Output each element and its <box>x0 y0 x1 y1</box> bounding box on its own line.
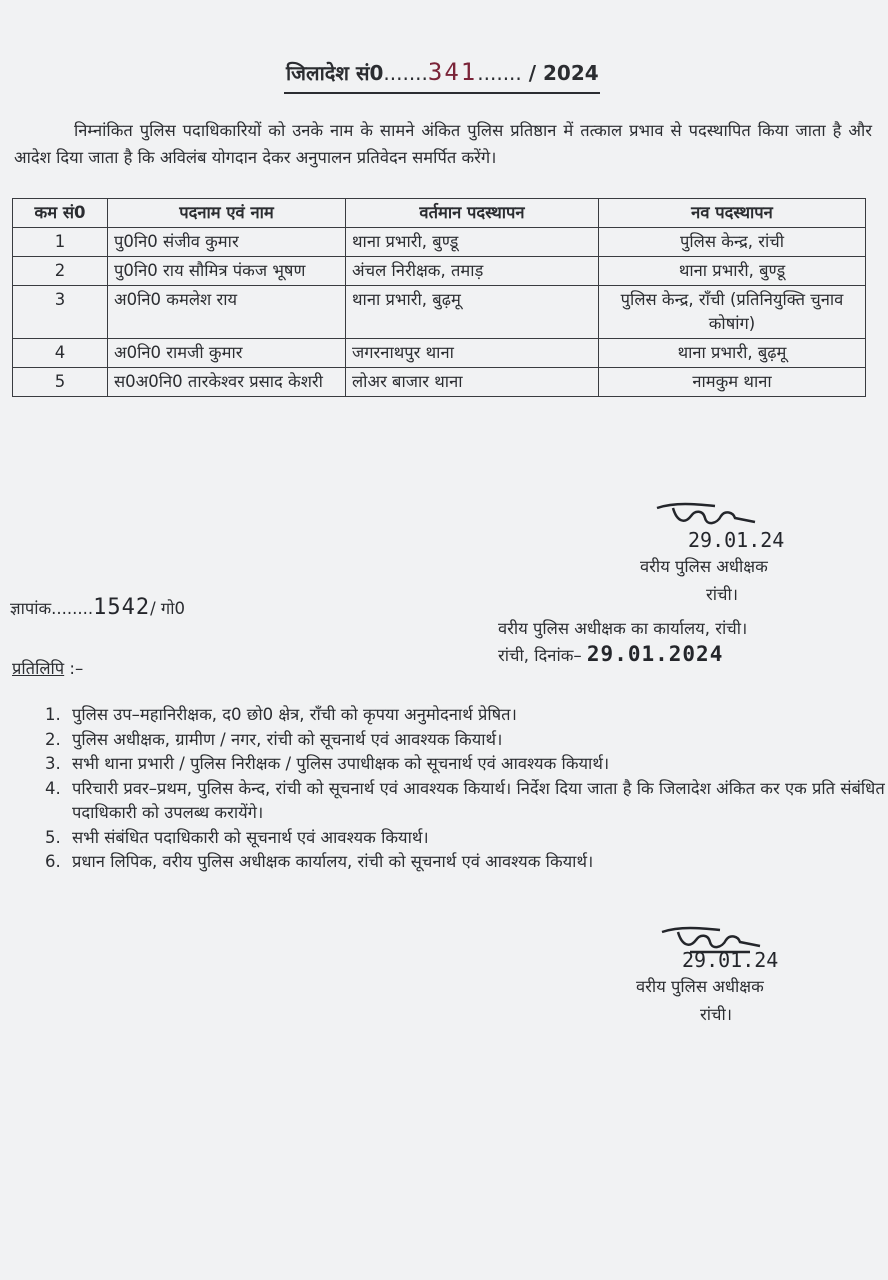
copy-label-text: प्रतिलिपि <box>12 659 65 678</box>
cell-new: पुलिस केन्द्र, राँची (प्रतिनियुक्ति चुनाव कोषांग) <box>599 286 866 339</box>
order-number: 341 <box>427 58 478 86</box>
table-row <box>13 368 866 397</box>
dated-prefix: रांची, दिनांक– <box>498 646 582 665</box>
intro-paragraph: निम्नांकित पुलिस पदाधिकारियों को उनके नाम के सामने अंकित पुलिस प्रतिष्ठान में तत्काल प्रभाव से पदस्थापित किया जाता है और आदेश दिया जाता है कि अविलंब योगदान देकर अनुपालन प्रतिवेदन समर्पित करेंगे। <box>14 120 872 167</box>
col-header-new: नव पदस्थापन <box>599 199 866 228</box>
cell-current: थाना प्रभारी, बुढ़मू <box>346 286 599 339</box>
office-line: वरीय पुलिस अधीक्षक का कार्यालय, रांची। <box>498 619 748 638</box>
cell-current: लोअर बाजार थाना <box>346 368 599 397</box>
list-item: 3. सभी थाना प्रभारी / पुलिस निरीक्षक / पुलिस उपाधीक्षक को सूचनार्थ एवं आवश्यक कियार्थ। <box>66 752 886 777</box>
signature-2-designation: वरीय पुलिस अधीक्षक <box>636 977 764 996</box>
title-underline <box>284 92 600 94</box>
list-item: 2. पुलिस अधीक्षक, ग्रामीण / नगर, रांची को सूचनार्थ एवं आवश्यक कियार्थ। <box>66 728 886 753</box>
cell-sn: 4 <box>13 339 108 368</box>
col-header-current: वर्तमान पदस्थापन <box>346 199 599 228</box>
cell-current: थाना प्रभारी, बुण्डू <box>346 228 599 257</box>
cell-name: अ0नि0 रामजी कुमार <box>108 339 346 368</box>
order-title-prefix: जिलादेश सं0 <box>286 61 384 85</box>
copy-label-suffix: :– <box>64 659 84 678</box>
cell-name: अ0नि0 कमलेश राय <box>108 286 346 339</box>
cell-new: नामकुम थाना <box>599 368 866 397</box>
cell-new: पुलिस केन्द्र, रांची <box>599 228 866 257</box>
cell-name: पु0नि0 राय सौमित्र पंकज भूषण <box>108 257 346 286</box>
cell-new: थाना प्रभारी, बुण्डू <box>599 257 866 286</box>
signature-1-place: रांची। <box>706 585 739 604</box>
posting-table <box>12 198 866 397</box>
signature-1-designation: वरीय पुलिस अधीक्षक <box>640 557 768 576</box>
col-header-name: पदनाम एवं नाम <box>108 199 346 228</box>
cell-name: स0अ0नि0 तारकेश्वर प्रसाद केशरी <box>108 368 346 397</box>
cell-sn: 3 <box>13 286 108 339</box>
copy-list <box>40 703 886 875</box>
title-dots-2: ....... <box>477 61 522 85</box>
table-row <box>13 257 866 286</box>
title-dots: ....... <box>383 61 428 85</box>
dated-line <box>498 642 723 666</box>
cell-sn: 1 <box>13 228 108 257</box>
cell-current: जगरनाथपुर थाना <box>346 339 599 368</box>
list-item: 4. परिचारी प्रवर–प्रथम, पुलिस केन्द, रांची को सूचनार्थ एवं आवश्यक कियार्थ। निर्देश दिया जाता है कि जिलादेश अंकित कर एक प्रति संबंधित पदाधिकारी को उपलब्ध करायेंगे। <box>66 777 886 826</box>
order-year: / 2024 <box>528 61 599 85</box>
memo-prefix: ज्ञापांक <box>10 599 52 618</box>
dated-value: 29.01.2024 <box>586 642 724 666</box>
memo-number-line <box>10 595 185 620</box>
cell-name: पु0नि0 संजीव कुमार <box>108 228 346 257</box>
signature-2-place: रांची। <box>700 1005 733 1024</box>
signature-2-date: 29.01.24 <box>682 948 779 972</box>
table-row <box>13 339 866 368</box>
cell-sn: 5 <box>13 368 108 397</box>
signature-scrawl-1 <box>655 498 765 532</box>
cell-current: अंचल निरीक्षक, तमाड़ <box>346 257 599 286</box>
list-item: 1. पुलिस उप–महानिरीक्षक, द0 छो0 क्षेत्र, राँची को कृपया अनुमोदनार्थ प्रेषित। <box>66 703 886 728</box>
memo-number: 1542 <box>93 595 151 620</box>
memo-dots: ........ <box>51 599 94 618</box>
memo-suffix: / गो0 <box>150 599 185 618</box>
col-header-sn: कम सं0 <box>13 199 108 228</box>
list-item: 6. प्रधान लिपिक, वरीय पुलिस अधीक्षक कार्यालय, रांची को सूचनार्थ एवं आवश्यक कियार्थ। <box>66 850 886 875</box>
order-title <box>286 58 599 86</box>
table-row <box>13 228 866 257</box>
cell-sn: 2 <box>13 257 108 286</box>
list-item: 5. सभी संबंधित पदाधिकारी को सूचनार्थ एवं आवश्यक कियार्थ। <box>66 826 886 851</box>
copy-label <box>12 656 83 679</box>
table-row <box>13 286 866 339</box>
table-header-row <box>13 199 866 228</box>
signature-1-date: 29.01.24 <box>688 528 785 552</box>
cell-new: थाना प्रभारी, बुढ़मू <box>599 339 866 368</box>
